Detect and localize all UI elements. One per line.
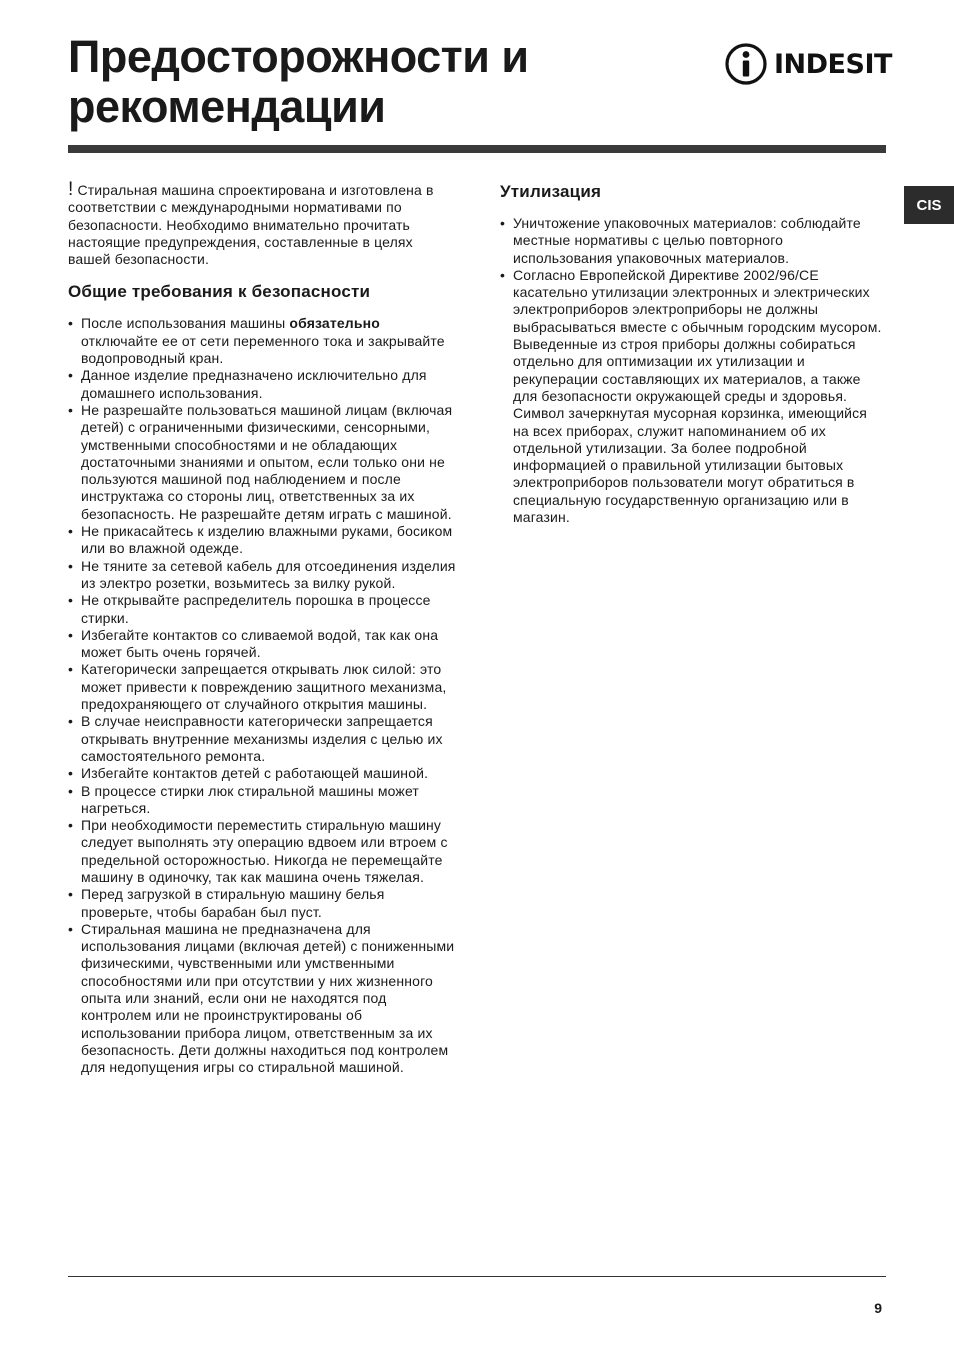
disposal-list — [500, 215, 886, 526]
list-item: • В случае неисправности категорически запрещается открывать внутренние механизмы изделия с целью их самостоятельного ремонта. — [68, 713, 456, 765]
list-item: • Данное изделие предназначено исключительно для домашнего использования. — [68, 367, 456, 402]
list-item: • При необходимости переместить стиральную машину следует выполнять эту операцию вдвоем или втроем с предельной осторожностью. Никогда не перемещайте машину в одиночку, так как машина очень тяжелая. — [68, 817, 456, 886]
list-item: • Избегайте контактов со сливаемой водой, так как она может быть очень горячей. — [68, 627, 456, 662]
list-item: • Избегайте контактов детей с работающей машиной. — [68, 765, 456, 782]
indesit-logo-icon — [724, 42, 768, 86]
item-text-bold: обязательно — [289, 315, 380, 332]
language-tab: CIS — [904, 186, 954, 224]
list-item: • Не открывайте распределитель порошка в процессе стирки. — [68, 592, 456, 627]
page-title: Предосторожности и рекомендации — [68, 31, 529, 132]
item-text-after: отключайте ее от сети переменного тока и закрывайте водопроводный кран. — [81, 332, 445, 367]
exclamation-icon: ! — [68, 179, 74, 200]
right-column — [500, 181, 886, 526]
list-item: • Перед загрузкой в стиральную машину белья проверьте, чтобы барабан был пуст. — [68, 886, 456, 921]
list-item — [68, 315, 456, 367]
list-item: • Не тяните за сетевой кабель для отсоединения изделия из электро розетки, возьмитесь за вилку рукой. — [68, 558, 456, 593]
disposal-heading: Утилизация — [500, 182, 602, 201]
header-divider — [68, 145, 886, 153]
intro-text: Стиральная машина спроектирована и изготовлена в соответствии с международными нормативами по безопасности. Необходимо внимательно прочитать настоящие предупреждения, составленные в целях вашей безопасности. — [68, 182, 434, 268]
safety-heading: Общие требования к безопасности — [68, 282, 371, 302]
list-item: • Уничтожение упаковочных материалов: соблюдайте местные нормативы с целью повторного использования упаковочных материалов. — [500, 215, 886, 267]
list-item: • Не разрешайте пользоваться машиной лицам (включая детей) с ограниченными физическими, сенсорными, умственными способностями и не обладающих достаточными знаниями и опытом, если только они не пользуются машиной под наблюдением и после инструктажа со стороны лиц, ответственных за их безопасность. Не разрешайте детям играть с машиной. — [68, 402, 456, 523]
list-item: • Согласно Европейской Директиве 2002/96/CE касательно утилизации электронных и электрических электроприборов электроприборы не должны выбрасываться вместе с обычным городским мусором. Выведенные из строя приборы должны собираться отдельно для оптимизации их утилизации и рекуперации составляющих их материалов, а также для безопасности окружающей среды и здоровья. Символ зачеркнутая мусорная корзинка, имеющийся на всех приборах, служит напоминанием об их отдельной утилизации. За более подробной информацией о правильной утилизации бытовых электроприборов пользователи могут обратиться в специальную государственную организацию или в магазин. — [500, 267, 886, 526]
list-item: • Стиральная машина не предназначена для использования лицами (включая детей) с пониженными физическими, чувственными или умственными способностями или при отсутствии у них жизненного опыта или знаний, если они не находятся под контролем или не проинструктированы об использовании прибора лицом, ответственным за их безопасность. Дети должны находиться под контролем для недопущения игры со стиральной машиной. — [68, 921, 456, 1077]
list-item: • В процессе стирки люк стиральной машины может нагреться. — [68, 783, 456, 818]
page-number: 9 — [874, 1300, 882, 1316]
intro-paragraph — [68, 181, 456, 268]
safety-list — [68, 315, 456, 1076]
list-item: • Категорически запрещается открывать люк силой: это может привести к повреждению защитного механизма, предохраняющего от случайного открытия машины. — [68, 661, 456, 713]
footer-divider — [68, 1276, 886, 1277]
brand-name: INDESIT — [774, 48, 892, 80]
brand-logo — [724, 42, 892, 86]
left-column — [68, 181, 456, 1077]
list-item: • Не прикасайтесь к изделию влажными руками, босиком или во влажной одежде. — [68, 523, 456, 558]
item-text-before: После использования машины — [81, 315, 290, 332]
